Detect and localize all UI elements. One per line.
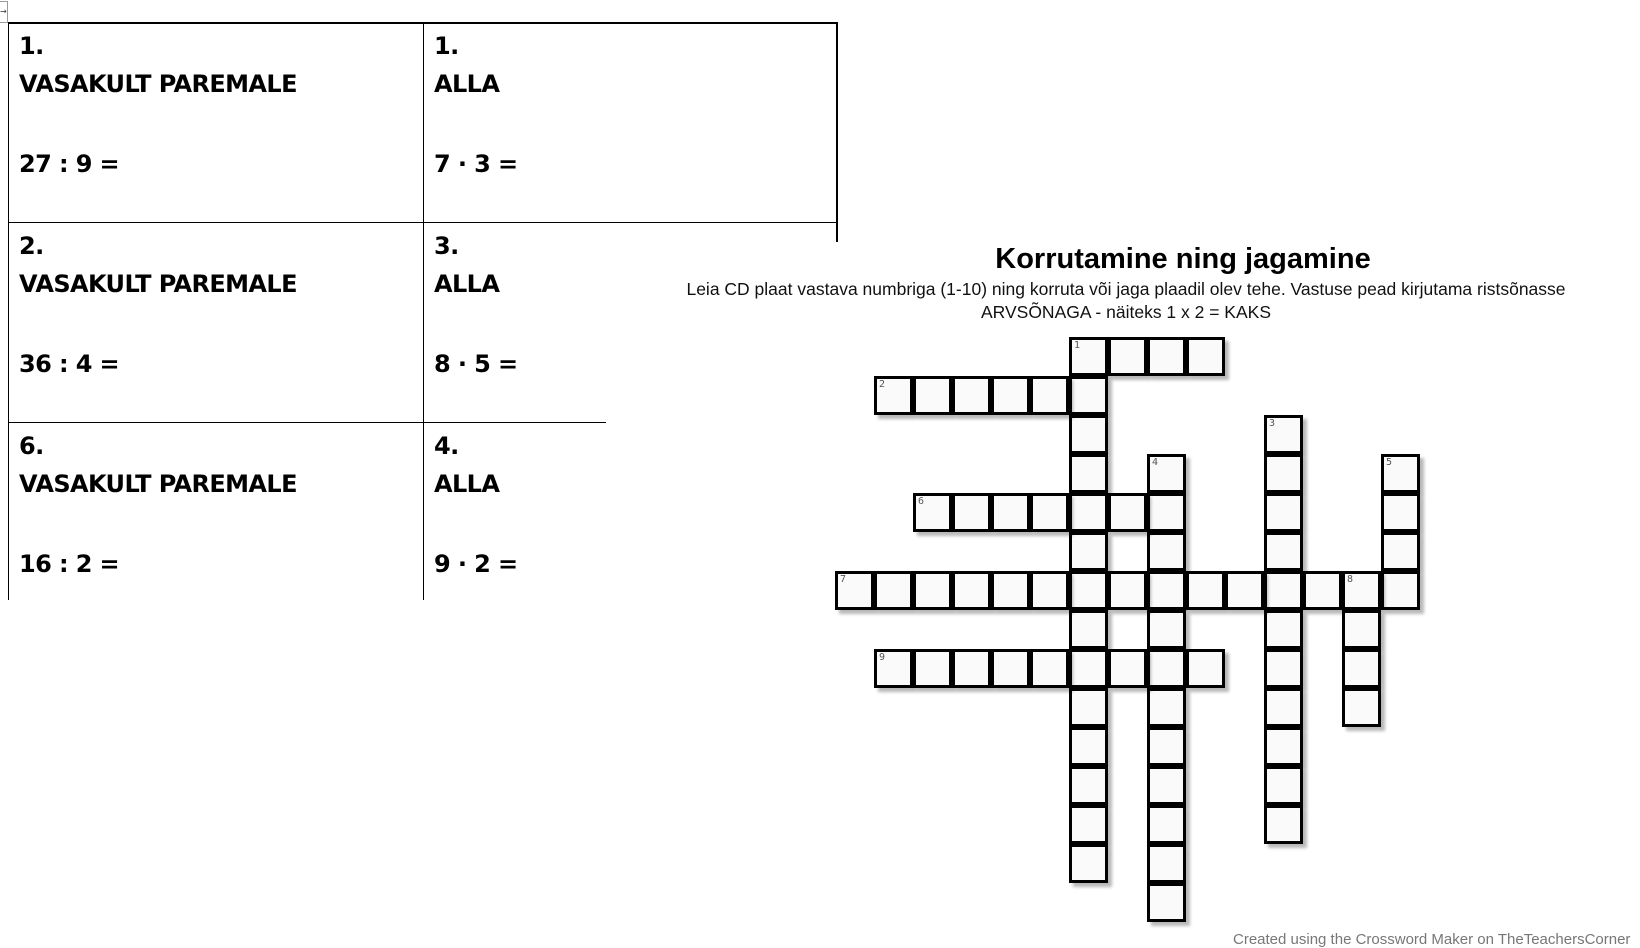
- clue-expression: 7 · 3 =: [434, 150, 518, 178]
- clue-number: 6.: [19, 432, 44, 460]
- crossword-cell[interactable]: [1147, 454, 1186, 493]
- table-border-right: [836, 22, 838, 242]
- crossword-cell[interactable]: [1264, 688, 1303, 727]
- crossword-cell[interactable]: [874, 571, 913, 610]
- crossword-cell[interactable]: [1069, 727, 1108, 766]
- clue-expression: 8 · 5 =: [434, 350, 518, 378]
- crossword-cell[interactable]: [1381, 532, 1420, 571]
- crossword-cell[interactable]: [1069, 844, 1108, 883]
- crossword-cell[interactable]: [1264, 766, 1303, 805]
- clue-expression: 36 : 4 =: [19, 350, 120, 378]
- clue-number-label: 9: [879, 652, 886, 663]
- crossword-cell[interactable]: [952, 571, 991, 610]
- crossword-cell[interactable]: [1108, 337, 1147, 376]
- clue-number: 1.: [19, 32, 44, 60]
- crossword-cell[interactable]: [1069, 376, 1108, 415]
- crossword-cell[interactable]: [1147, 532, 1186, 571]
- crossword-cell[interactable]: [1108, 649, 1147, 688]
- crossword-footer: Created using the Crossword Maker on TheTeachersCorner: [1233, 931, 1631, 948]
- crossword-cell[interactable]: [991, 376, 1030, 415]
- crossword-cell[interactable]: [1381, 493, 1420, 532]
- crossword-cell[interactable]: [1069, 493, 1108, 532]
- crossword-cell[interactable]: [874, 376, 913, 415]
- table-border-left: [8, 22, 9, 600]
- clue-direction: VASAKULT PAREMALE: [19, 70, 297, 98]
- table-divider: [423, 22, 424, 600]
- crossword-cell[interactable]: [1069, 415, 1108, 454]
- clue-expression: 27 : 9 =: [19, 150, 120, 178]
- crossword-cell[interactable]: [1030, 376, 1069, 415]
- crossword-cell[interactable]: [1264, 493, 1303, 532]
- crossword-cell[interactable]: [1069, 571, 1108, 610]
- clue-direction: ALLA: [434, 70, 500, 98]
- crossword-cell[interactable]: [1342, 610, 1381, 649]
- crossword-cell[interactable]: [874, 649, 913, 688]
- clue-number-label: 1: [1074, 340, 1081, 351]
- clue-number: 1.: [434, 32, 459, 60]
- clue-expression: 9 · 2 =: [434, 550, 518, 578]
- crossword-cell[interactable]: [1342, 649, 1381, 688]
- crossword-cell[interactable]: [1069, 688, 1108, 727]
- crossword-cell[interactable]: [1108, 571, 1147, 610]
- crossword-cell[interactable]: [1108, 493, 1147, 532]
- crossword-cell[interactable]: [991, 493, 1030, 532]
- crossword-cell[interactable]: [1186, 649, 1225, 688]
- instructions-line-2: ARVSÕNAGA - näiteks 1 x 2 = KAKS: [980, 302, 1271, 322]
- clue-expression: 16 : 2 =: [19, 550, 120, 578]
- crossword-cell[interactable]: [1069, 454, 1108, 493]
- clue-number-label: 5: [1386, 457, 1393, 468]
- crossword-cell[interactable]: [1147, 493, 1186, 532]
- crossword-cell[interactable]: [1264, 571, 1303, 610]
- crossword-cell[interactable]: [1147, 649, 1186, 688]
- crossword-cell[interactable]: [835, 571, 874, 610]
- crossword-cell[interactable]: [1264, 610, 1303, 649]
- clue-number: 4.: [434, 432, 459, 460]
- table-move-handle-icon[interactable]: →: [0, 1, 8, 23]
- crossword-cell[interactable]: [1264, 454, 1303, 493]
- crossword-cell[interactable]: [1069, 532, 1108, 571]
- crossword-cell[interactable]: [1147, 571, 1186, 610]
- crossword-image[interactable]: [606, 242, 1640, 948]
- crossword-cell[interactable]: [1069, 337, 1108, 376]
- crossword-cell[interactable]: [1147, 610, 1186, 649]
- clue-direction: VASAKULT PAREMALE: [19, 470, 297, 498]
- crossword-cell[interactable]: [1069, 766, 1108, 805]
- table-row-separator: [8, 422, 611, 423]
- crossword-cell[interactable]: [1069, 610, 1108, 649]
- crossword-cell[interactable]: [1264, 532, 1303, 571]
- crossword-cell[interactable]: [1147, 883, 1186, 922]
- crossword-cell[interactable]: [913, 493, 952, 532]
- crossword-cell[interactable]: [1381, 454, 1420, 493]
- instructions-line-1: Leia CD plaat vastava numbriga (1-10) ning korruta või jaga plaadil olev tehe. Vastuse pead kirjutama ristsõnasse: [686, 279, 1566, 299]
- clue-number-label: 8: [1347, 574, 1354, 585]
- crossword-cell[interactable]: [1186, 571, 1225, 610]
- crossword-cell[interactable]: [913, 649, 952, 688]
- clue-direction: ALLA: [434, 270, 500, 298]
- crossword-instructions: [620, 278, 1632, 324]
- crossword-cell[interactable]: [1186, 337, 1225, 376]
- crossword-cell[interactable]: [1147, 844, 1186, 883]
- crossword-cell[interactable]: [1147, 727, 1186, 766]
- clue-number: 2.: [19, 232, 44, 260]
- crossword-cell[interactable]: [1303, 571, 1342, 610]
- clue-number-label: 3: [1269, 418, 1276, 429]
- crossword-cell[interactable]: [991, 649, 1030, 688]
- crossword-cell[interactable]: [1264, 649, 1303, 688]
- clue-number-label: 6: [918, 496, 925, 507]
- clue-direction: ALLA: [434, 470, 500, 498]
- crossword-cell[interactable]: [913, 571, 952, 610]
- crossword-cell[interactable]: [952, 649, 991, 688]
- clue-number: 3.: [434, 232, 459, 260]
- crossword-cell[interactable]: [1264, 415, 1303, 454]
- crossword-cell[interactable]: [1147, 337, 1186, 376]
- crossword-cell[interactable]: [1264, 805, 1303, 844]
- crossword-cell[interactable]: [1069, 805, 1108, 844]
- crossword-cell[interactable]: [1069, 649, 1108, 688]
- crossword-cell[interactable]: [1030, 649, 1069, 688]
- crossword-cell[interactable]: [991, 571, 1030, 610]
- crossword-cell[interactable]: [1342, 688, 1381, 727]
- crossword-cell[interactable]: [1147, 766, 1186, 805]
- crossword-cell[interactable]: [1030, 571, 1069, 610]
- crossword-cell[interactable]: [1225, 571, 1264, 610]
- clue-number-label: 4: [1152, 457, 1159, 468]
- crossword-cell[interactable]: [1264, 727, 1303, 766]
- crossword-cell[interactable]: [1147, 805, 1186, 844]
- clue-direction: VASAKULT PAREMALE: [19, 270, 297, 298]
- clue-number-label: 2: [879, 379, 886, 390]
- crossword-title: Korrutamine ning jagamine: [995, 243, 1371, 275]
- crossword-cell[interactable]: [1030, 493, 1069, 532]
- crossword-cell[interactable]: [1381, 571, 1420, 610]
- crossword-cell[interactable]: [952, 493, 991, 532]
- crossword-cell[interactable]: [952, 376, 991, 415]
- crossword-cell[interactable]: [913, 376, 952, 415]
- crossword-cell[interactable]: [1342, 571, 1381, 610]
- table-row-separator: [8, 222, 837, 223]
- crossword-cell[interactable]: [1147, 688, 1186, 727]
- clue-number-label: 7: [840, 574, 847, 585]
